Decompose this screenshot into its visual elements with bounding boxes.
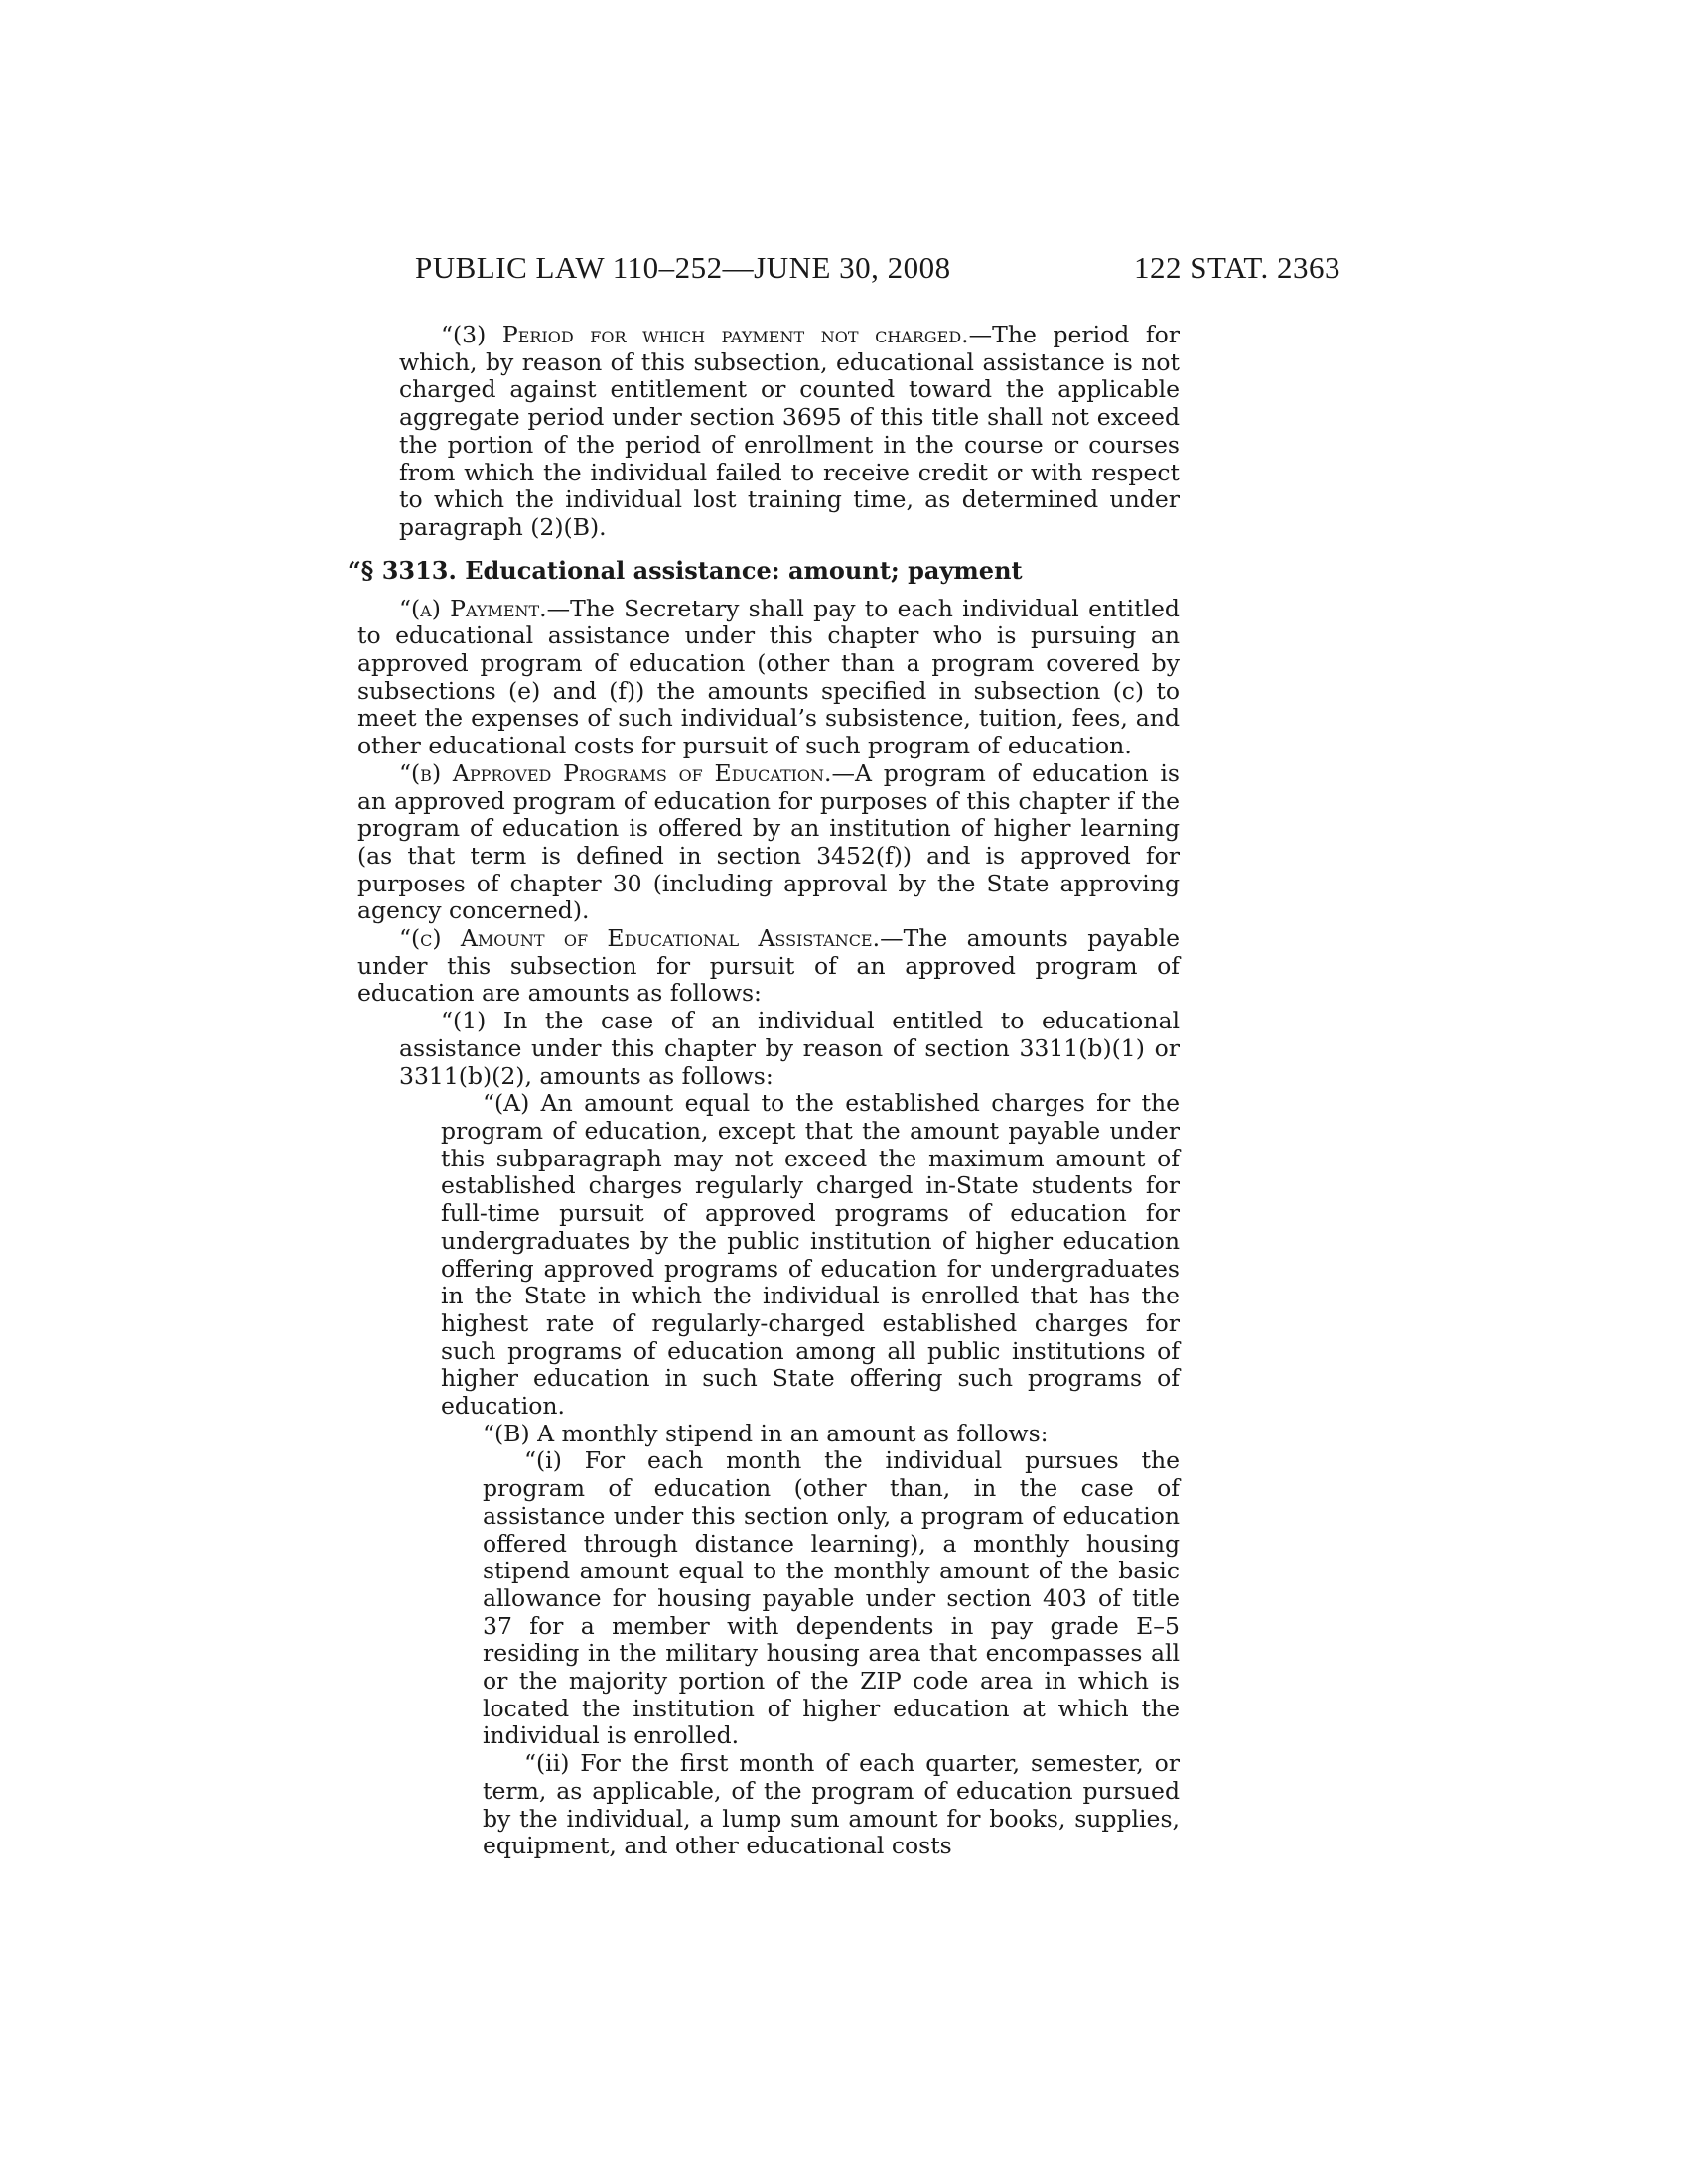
- subsection-b-text: —A program of education is an approved program of education for purposes of this chapter if the program of education is offered by an institution of higher learning (as that term is defined in section 3452(f)) and is approved for purposes of chapter 30 (including approval by the State approving agency concerned).: [357, 758, 1180, 925]
- subsection-a: [357, 596, 1180, 760]
- paragraph-3: [357, 322, 1180, 542]
- subsection-c-text: —The amounts payable under this subsection for pursuit of an approved program of education are amounts as follows:: [357, 924, 1180, 1008]
- subsection-b: [357, 760, 1180, 925]
- running-header-law: PUBLIC LAW 110–252—JUNE 30, 2008: [415, 250, 951, 285]
- subsection-b-heading: “(b) Approved Programs of Education.: [399, 758, 832, 787]
- clause-c1Bii: “(ii) For the first month of each quarter, semester, or term, as applicable, of the program of education pursued by the individual, a lump sum amount for books, supplies, equipment, and other educational costs: [483, 1749, 1180, 1860]
- subsection-c-heading: “(c) Amount of Educational Assistance.: [399, 924, 881, 953]
- paragraph-c1: “(1) In the case of an individual entitled to educational assistance under this chapter by reason of section 3311(b)(1) or 3311(b)(2), amounts as follows:: [399, 1007, 1180, 1090]
- subsection-a-heading: “(a) Payment.: [399, 594, 547, 622]
- subparagraph-c1B: “(B) A monthly stipend in an amount as follows:: [483, 1419, 1049, 1447]
- body-text: [348, 321, 1180, 1860]
- section-heading: “§ 3313. Educational assistance: amount; payment: [348, 555, 1023, 585]
- paragraph-3-heading: “(3) Period for which payment not charged.: [441, 321, 969, 348]
- clause-c1Bi: “(i) For each month the individual pursues the program of education (other than, in the case of assistance under this section only, a program of education offered through distance learning), a monthly housing stipend amount equal to the monthly amount of the basic allowance for housing payable under section 403 of title 37 for a member with dependents in pay grade E–5 residing in the military housing area that encompasses all or the majority portion of the ZIP code area in which is located the institution of higher education at which the individual is enrolled.: [483, 1446, 1180, 1750]
- subparagraph-c1A: “(A) An amount equal to the established charges for the program of education, except that the amount payable under this subparagraph may not exceed the maximum amount of established charges regularly charged in-State students for full-time pursuit of approved programs of education for undergraduates by the public institution of higher education offering approved programs of education for undergraduates in the State in which the individual is enrolled that has the highest rate of regularly-charged established charges for such programs of education among all public institutions of higher education in such State offering such programs of education.: [441, 1089, 1180, 1421]
- running-header-page: 122 STAT. 2363: [1134, 250, 1341, 285]
- paragraph-3-text: —The period for which, by reason of this subsection, educational assistance is not charged against entitlement or counted toward the applicable aggregate period under section 3695 of this title shall not exceed the portion of the period of enrollment in the course or courses from which the individual failed to receive credit or with respect to which the individual lost training time, as determined under paragraph (2)(B).: [399, 321, 1180, 541]
- subsection-a-text: —The Secretary shall pay to each individual entitled to educational assistance under this chapter who is pursuing an approved program of education (other than a program covered by subsections (e) and (f)) the amounts specified in subsection (c) to meet the expenses of such individual’s subsistence, tuition, fees, and other educational costs for pursuit of such program of education.: [357, 594, 1180, 760]
- subsection-c: [357, 925, 1180, 1008]
